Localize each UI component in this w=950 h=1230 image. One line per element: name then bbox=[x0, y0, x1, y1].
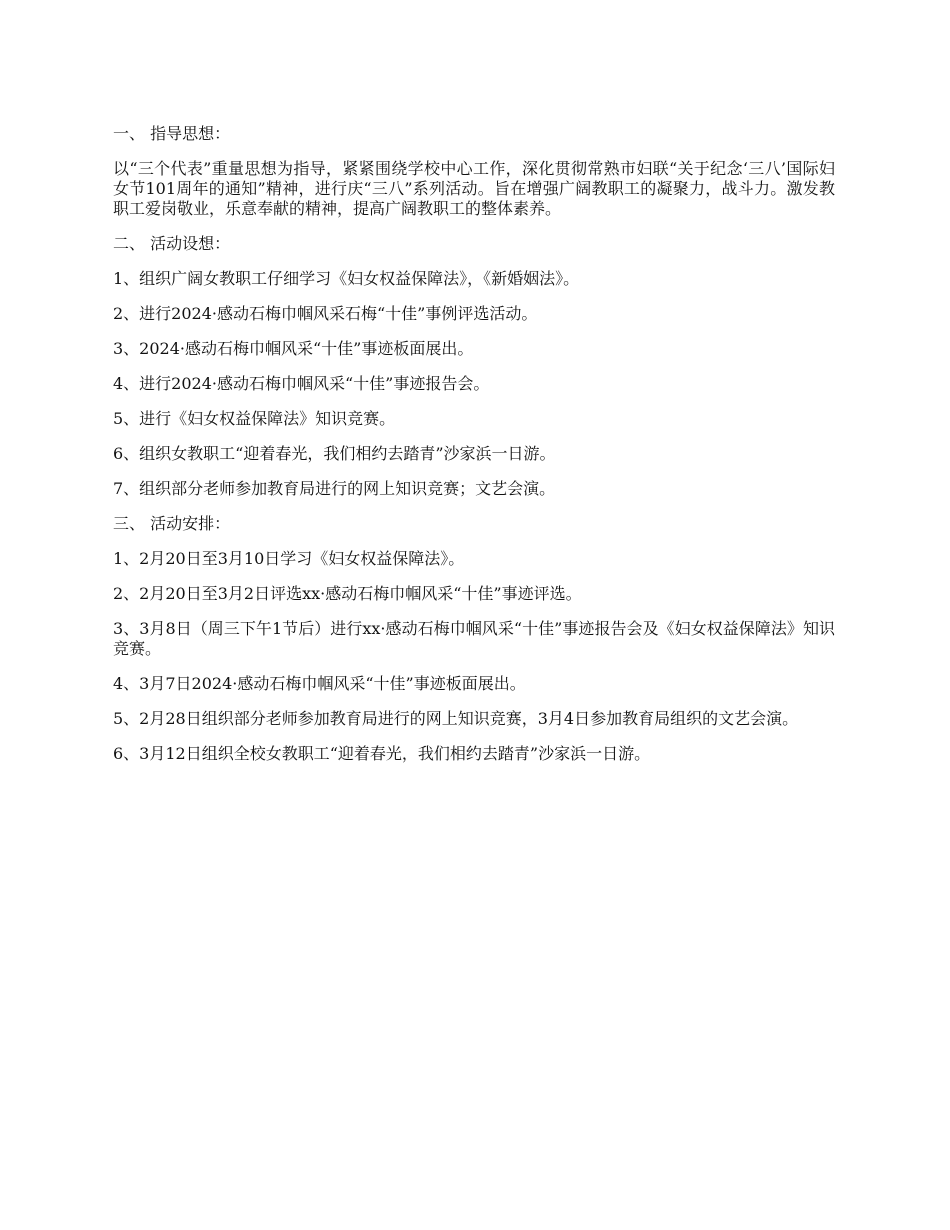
section-heading-activity-plan: 二、 活动设想： bbox=[113, 234, 231, 253]
activity-plan-item: 3、2024·感动石梅巾帼风采“十佳”事迹板面展出。 bbox=[113, 339, 474, 358]
activity-schedule-item: 2、2月20日至3月2日评选xx·感动石梅巾帼风采“十佳”事迹评选。 bbox=[113, 584, 582, 603]
activity-schedule-item: 6、3月12日组织全校女教职工“迎着春光，我们相约去踏青”沙家浜一日游。 bbox=[113, 744, 651, 763]
activity-plan-item: 1、组织广阔女教职工仔细学习《妇女权益保障法》，《新婚姻法》。 bbox=[113, 269, 580, 288]
activity-schedule-item: 1、2月20日至3月10日学习《妇女权益保障法》。 bbox=[113, 549, 465, 568]
activity-schedule-item: 4、3月7日2024·感动石梅巾帼风采“十佳”事迹板面展出。 bbox=[113, 674, 526, 693]
activity-schedule-item: 3、3月8日（周三下午1节后）进行xx·感动石梅巾帼风采“十佳”事迹报告会及《妇女权益保障法》知识竞赛。 bbox=[113, 619, 835, 658]
activity-plan-item: 6、组织女教职工“迎着春光，我们相约去踏青”沙家浜一日游。 bbox=[113, 444, 556, 463]
document-body bbox=[113, 124, 835, 779]
section-heading-activity-schedule: 三、 活动安排： bbox=[113, 514, 231, 533]
activity-plan-item: 7、组织部分老师参加教育局进行的网上知识竞赛；文艺会演。 bbox=[113, 479, 556, 498]
guiding-thought-paragraph: 以“三个代表”重量思想为指导，紧紧围绕学校中心工作，深化贯彻常熟市妇联“关于纪念‘三八’国际妇女节101周年的通知”精神，进行庆“三八”系列活动。旨在增强广阔教职工的凝聚力，战斗力。激发教职工爱岗敬业，乐意奉献的精神，提高广阔教职工的整体素养。 bbox=[113, 159, 835, 218]
activity-plan-item: 4、进行2024·感动石梅巾帼风采“十佳”事迹报告会。 bbox=[113, 374, 490, 393]
section-heading-guiding-thought: 一、 指导思想： bbox=[113, 124, 231, 143]
activity-schedule-item: 5、2月28日组织部分老师参加教育局进行的网上知识竞赛，3月4日参加教育局组织的文艺会演。 bbox=[113, 709, 799, 728]
activity-plan-item: 5、进行《妇女权益保障法》知识竞赛。 bbox=[113, 409, 396, 428]
activity-plan-item: 2、进行2024·感动石梅巾帼风采石梅“十佳”事例评选活动。 bbox=[113, 304, 538, 323]
